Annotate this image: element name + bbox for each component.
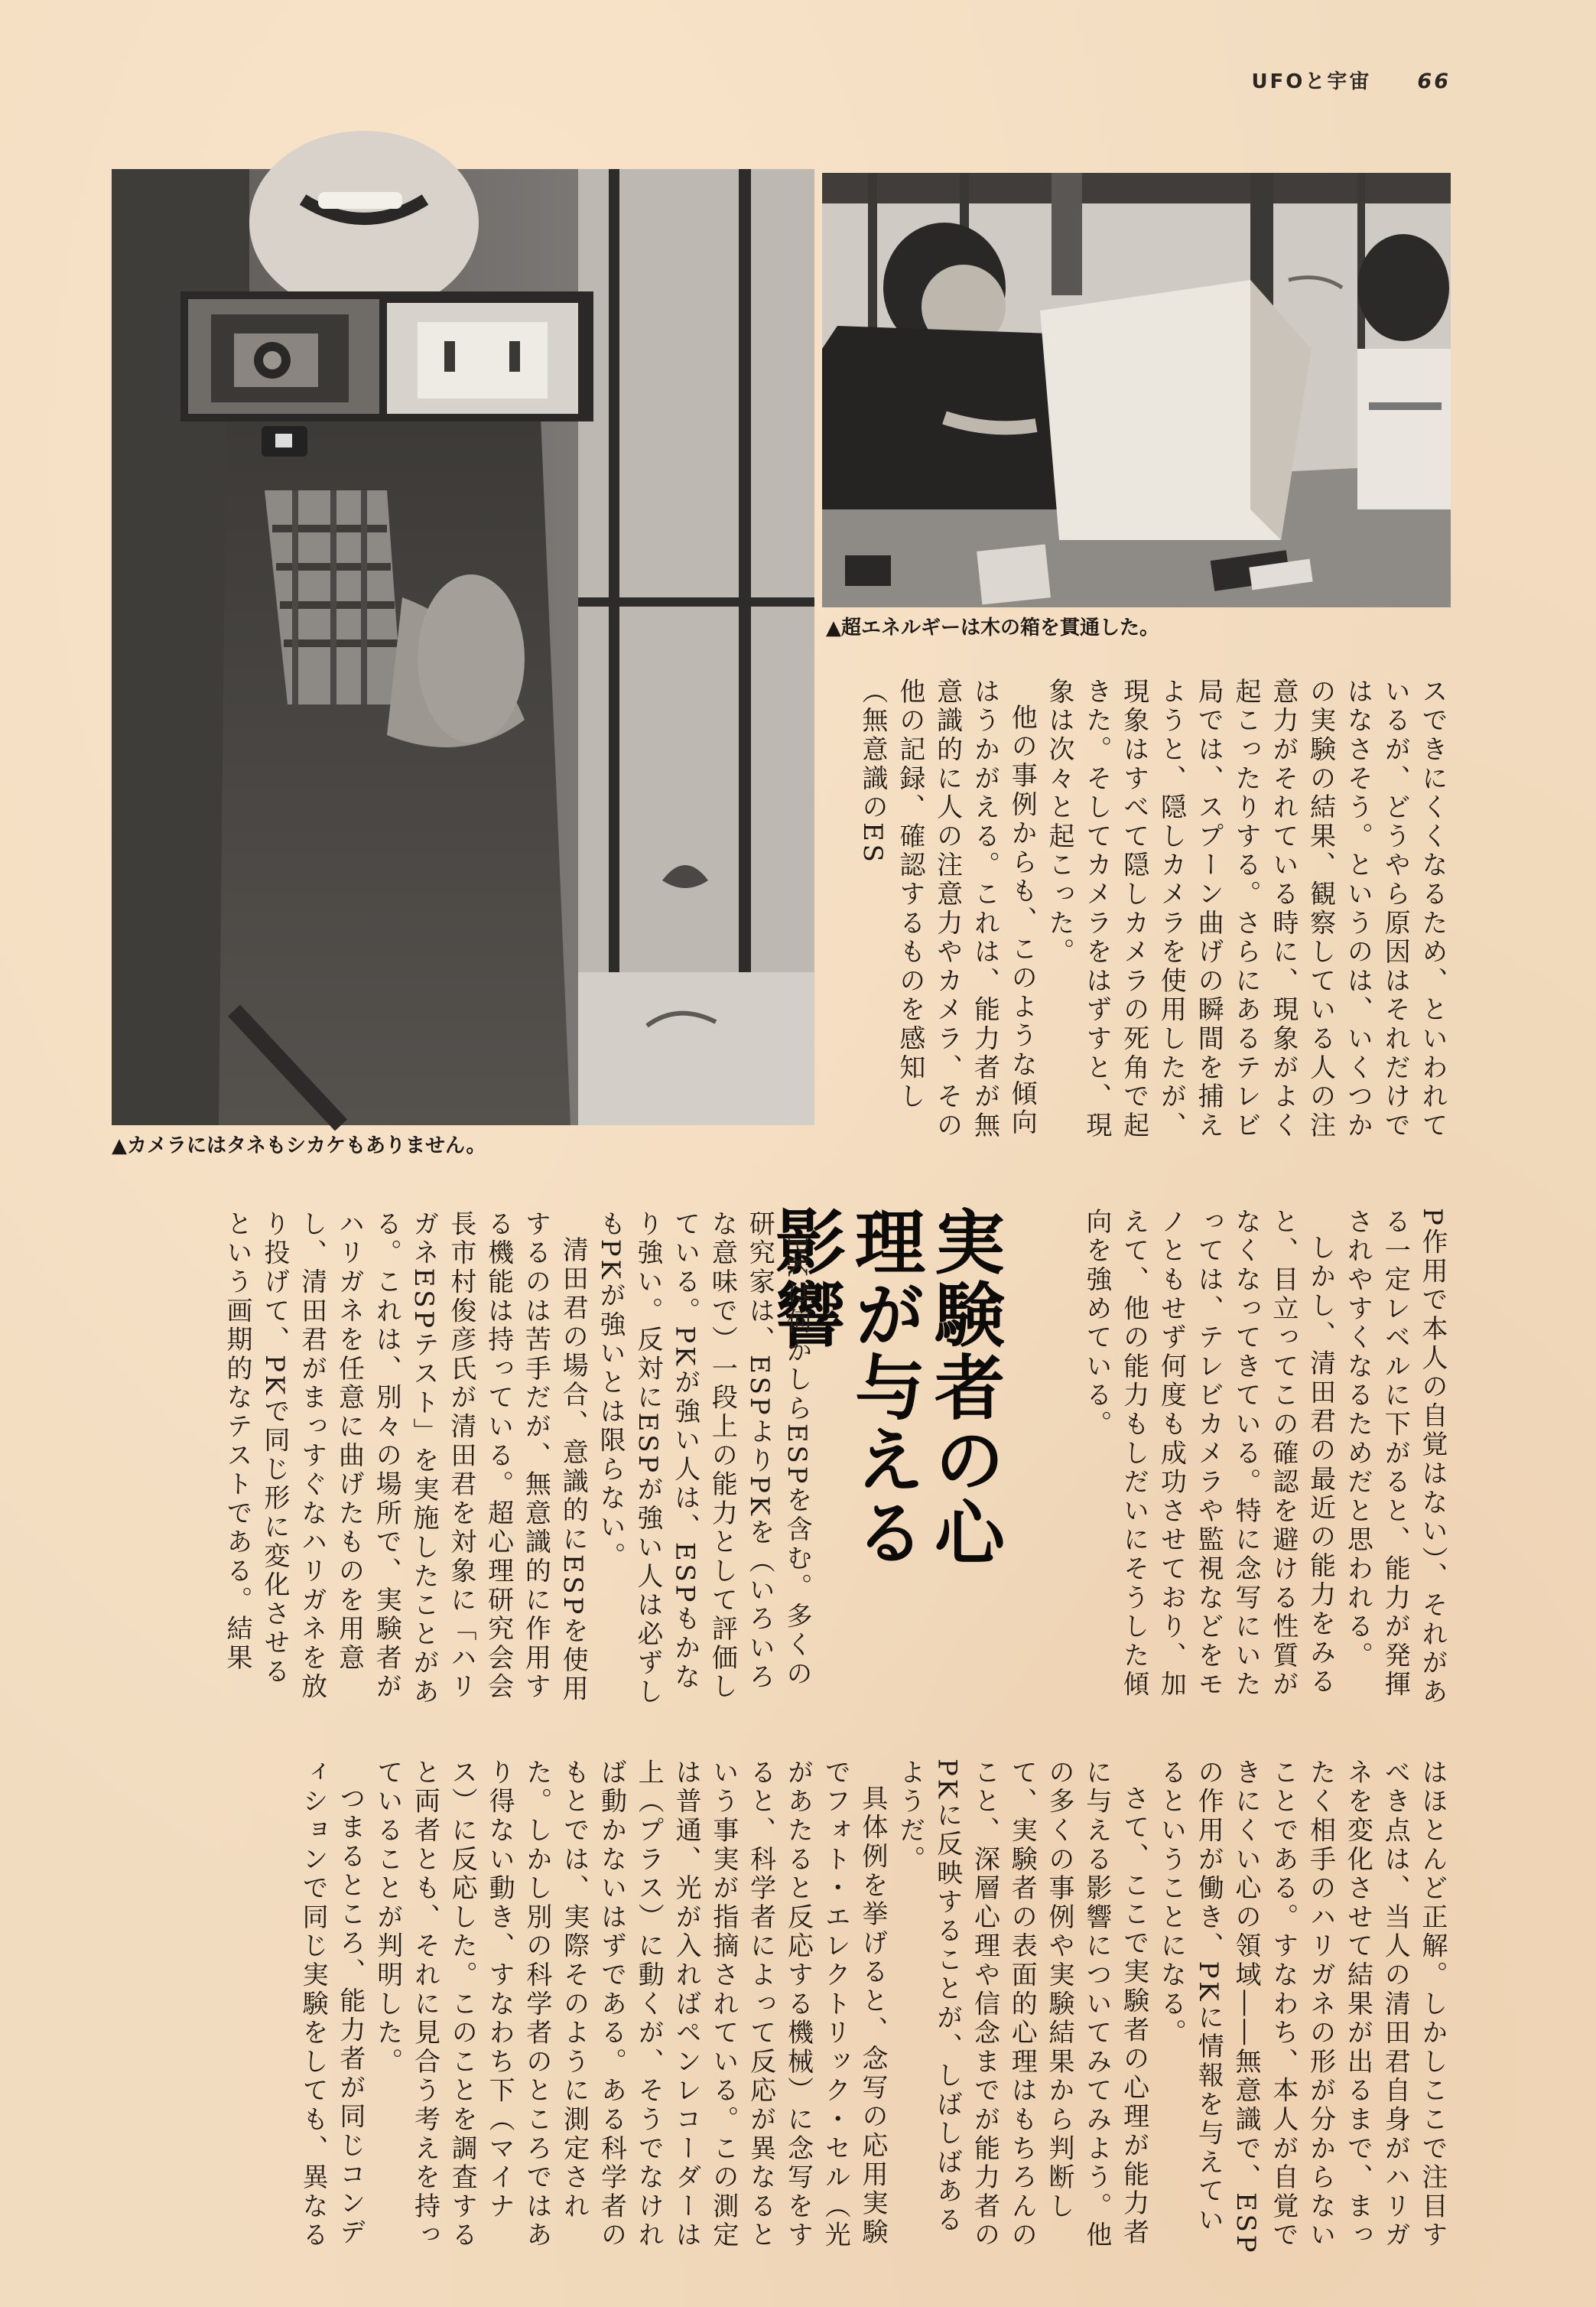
paragraph: 他の事例からも、このような傾向はうかがえる。これは、能力者が無意識的に人の注意力やカメラ、その他の記録、確認するものを感知し（無意識のES xyxy=(857,678,1038,1140)
paragraph: さて、ここで実験者の心理が能力者に与える影響についてみてみよう。他の多くの事例や実験結果から判断して、実験者の表面的心理はもちろんのこと、深層心理や信念までが能力者のPKに反映することが、しばしばあるようだ。 xyxy=(894,1759,1149,2250)
paragraph: P作用で本人の自覚はない）、それがある一定レベルに下がると、能力が発揮されやすくなるためだと思われる。 xyxy=(1342,1208,1448,1707)
paragraph: 具体例を挙げると、念写の応用実験でフォト・エレクトリック・セル（光があたると反応する機械）に念写をすると、科学者によって反応が異なるという事実が指摘されている。この測定は普通、光が入ればペンレコーダーは上（プラス）に動くが、そうでなければ動かないはずである。ある科学者のもとでは、実際そのように測定された。しかし別の科学者のところではあり得ない動き、すなわち下（マイナス）に反応した。このことを調査すると両者とも、それに見合う考えを持っていることが判明した。 xyxy=(372,1759,889,2250)
paragraph: つまるところ、能力者が同じコンディションで同じ実験をしても、異なる xyxy=(297,1759,366,2250)
paragraph: はほとんど正解。しかしここで注目すべき点は、当人の清田君自身がハリガネを変化させて結果が出るまで、まったく相手のハリガネの形が分からないことである。すなわち、本人が自覚できにくい心の領域――無意識で、ESPの作用が働き、PKに情報を与えているということになる。 xyxy=(1156,1759,1448,2256)
body-text-column-b xyxy=(1012,1208,1451,1708)
camera-photo-caption: ▲カメラにはタネもシカケもありません。 xyxy=(112,1134,486,1157)
wooden-box-photo-image xyxy=(822,173,1451,607)
running-header xyxy=(1251,66,1451,94)
wooden-box-photo xyxy=(822,173,1451,607)
wooden-box-photo-caption: ▲超エネルギーは木の箱を貫通した。 xyxy=(826,617,1159,639)
section-title: UFOと宇宙 xyxy=(1251,70,1372,93)
paragraph: スできにくくなるため、といわれているが、どうやら原因はそれだけではなさそう。というのは、いくつかの実験の結果、観察している人の注意力がそれている時に、現象がよく起こったりする。さらにあるテレビ局では、スプーン曲げの瞬間を捕えようと、隠しカメラを使用したが、現象はすべて隠しカメラの死角で起きた。そしてカメラをはずすと、現象は次々と起こった。 xyxy=(1044,678,1448,1140)
camera-photo-image xyxy=(112,169,814,1125)
paragraph: 清田君の場合、意識的にESPを使用するのは苦手だが、無意識的に作用する機能は持っている。超心理研究会会長市村俊彦氏が清田君を対象に「ハリガネESPテスト」を実施したことがある。これは、別々の場所で、実験者がハリガネを任意に曲げたものを用意し、清田君がまっすぐなハリガネを放り投げて、PKで同じ形に変化させるという画期的なテストである。結果 xyxy=(222,1210,589,1707)
body-text-column-d xyxy=(112,1759,1451,2259)
body-text-column-c xyxy=(112,1210,815,1708)
paragraph: しかし、清田君の最近の能力をみると、目立ってこの確認を避ける性質がなくなってきている。特に念写にいたっては、テレビカメラや監視などをモノともせず何度も成功させており、加えて、他の能力もしだいにそうした傾向を強めている。 xyxy=(1081,1208,1336,1700)
section-heading: 実験者の心理が与える影響 xyxy=(764,1206,1006,1569)
page-number: 66 xyxy=(1417,70,1451,93)
body-text-column-a xyxy=(802,678,1451,1154)
paragraph: PKは何かしらESPを含む。多くの研究家は、ESPよりPKを（いろいろな意味で）一段上の能力として評価している。PKが強い人は、ESPもかなり強い。反対にESPが強い人は必ずしもPKが強いとは限らない。 xyxy=(595,1210,812,1707)
camera-photo xyxy=(112,169,814,1125)
